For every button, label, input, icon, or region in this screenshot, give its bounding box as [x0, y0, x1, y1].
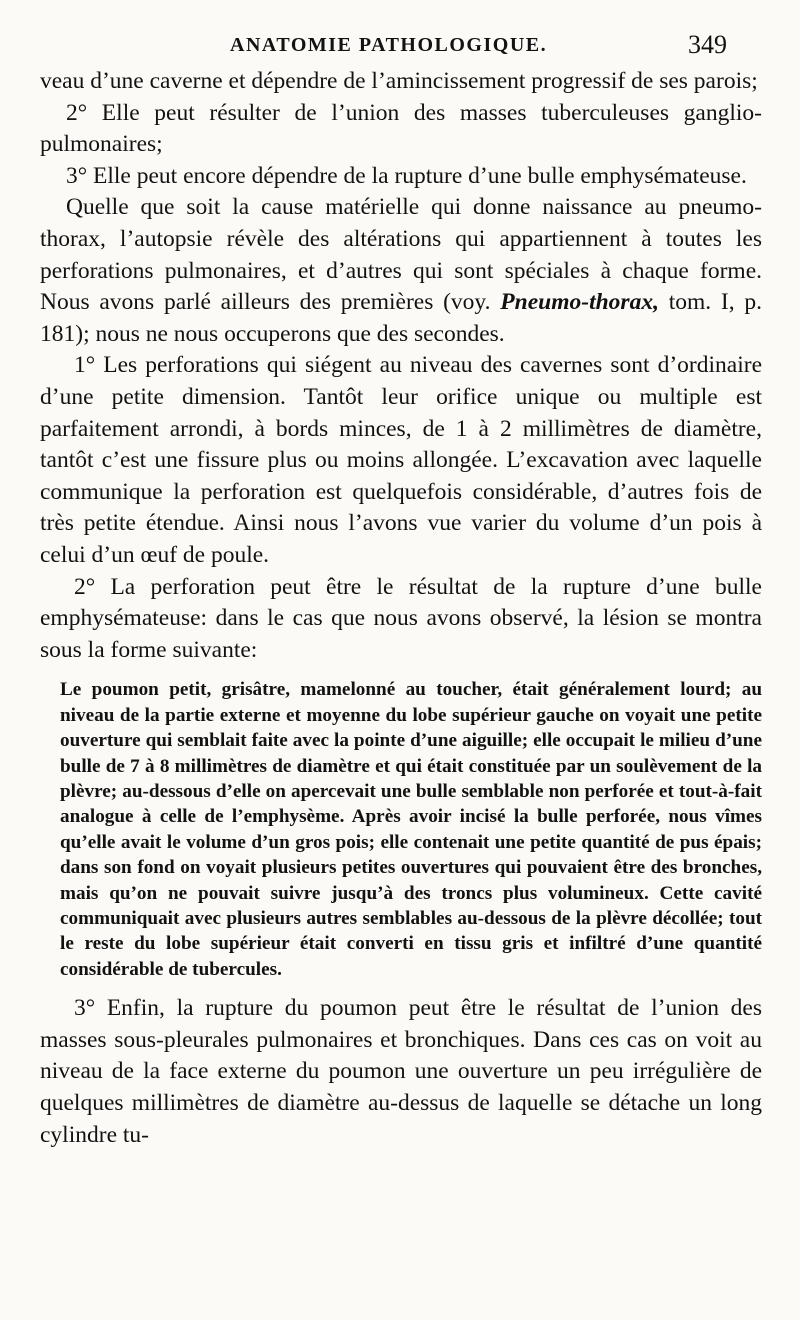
paragraph-causes [40, 192, 762, 350]
body-text [40, 66, 762, 1151]
running-header [0, 30, 800, 70]
paragraph-perforations-cavernes: 1° Les perforations qui siégent au niveau des cavernes sont d’ordinaire d’une petite dimension. Tantôt leur orifice unique ou multiple est parfaitement arrondi, à bords minces, de 1 à 2 millimètres de diamètre, tantôt c’est une fissure plus ou moins allongée. L’excavation avec laquelle communique la perforation est quelquefois considérable, d’autres fois de très petite étendue. Ainsi nous l’avons vue varier du volume d’un pois à celui d’un œuf de poule. [40, 352, 762, 568]
paragraph-item-3: 3° Elle peut encore dépendre de la rupture d’une bulle emphysémateuse. [66, 162, 747, 189]
paragraph-causes-text-1: Quelle que soit la cause matérielle qui donne naissance au pneumo-thorax, l’autopsie révèle des altérations qui appartiennent à toutes les perforations pulmonaires, et d’autres qui sont spéciales à chaque forme. Nous avons parlé ailleurs des premières (voy. [40, 194, 762, 316]
paragraph-continuation: veau d’une caverne et dépendre de l’amincissement progressif de ses parois; [40, 68, 758, 94]
case-observation-quote: Le poumon petit, grisâtre, mamelonné au toucher, était généralement lourd; au niveau de la partie externe et moyenne du lobe supérieur gauche on voyait une petite ouverture qui semblait faite avec la pointe d’une aiguille; elle occupait le milieu d’une bulle de 7 à 8 millimètres de diamètre et qui était constituée par un soulèvement de la plèvre; au-dessous d’elle on apercevait une bulle semblable non perforée et tout-à-fait analogue à celle de l’emphysème. Après avoir incisé la bulle perforée, nous vîmes qu’elle avait le volume d’un gros pois; elle contenait une petite quantité de pus épais; dans son fond on voyait plusieurs petites ouvertures qui pouvaient être des bronches, mais qu’on ne pouvait suivre jusqu’à des troncs plus volumineux. Cette cavité communiquait avec plusieurs autres semblables au-dessous de la plèvre décollée; tout le reste du lobe supérieur était converti en tissu gris et infiltré d’une quantité considérable de tubercules. [60, 679, 762, 980]
citation-pneumo-thorax: Pneumo-thorax, [500, 289, 659, 316]
running-title: ANATOMIE PATHOLOGIQUE. [230, 34, 548, 56]
paragraph-causes-text-2: tom. I, p. 181); nous ne nous occuperons que des secondes. [40, 289, 762, 347]
page-number: 349 [688, 30, 727, 59]
paragraph-rupture-poumon: 3° Enfin, la rupture du poumon peut être le résultat de l’union des masses sous-pleurales pulmonaires et bronchiques. Dans ces cas on voit au niveau de la face externe du poumon une ouverture un peu irrégulière de quelques millimètres de diamètre au-dessus de laquelle se détache un long cylindre tu- [40, 995, 762, 1148]
paragraph-bulle-emphysemateuse: 2° La perforation peut être le résultat de la rupture d’une bulle emphysémateuse: dans le cas que nous avons observé, la lésion se montra sous la forme suivante: [40, 573, 762, 663]
paragraph-item-2: 2° Elle peut résulter de l’union des masses tuberculeuses ganglio-pulmonaires; [40, 99, 762, 158]
